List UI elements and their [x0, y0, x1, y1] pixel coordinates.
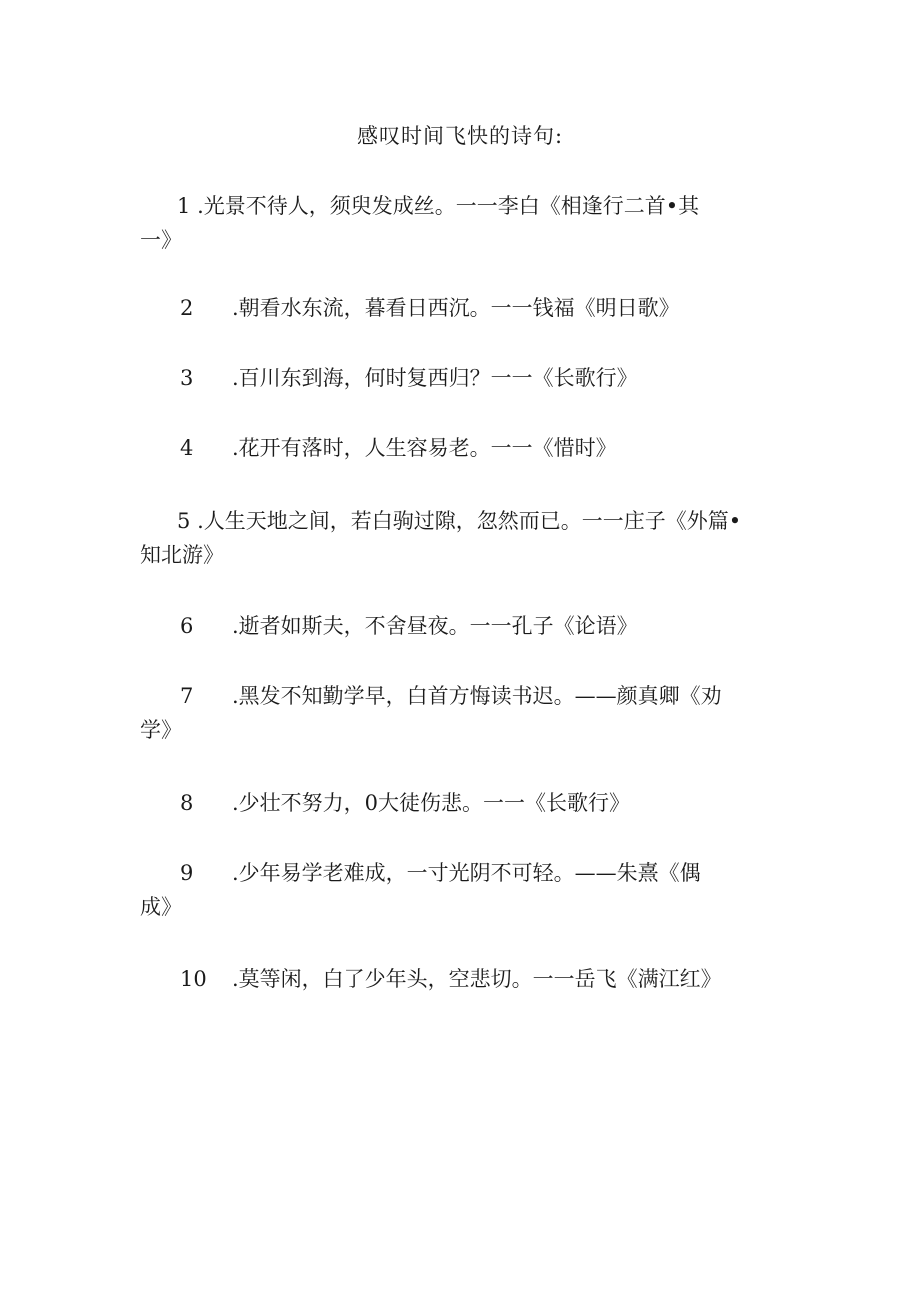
- item-first-line: [140, 291, 760, 325]
- item-first-line: [140, 962, 760, 996]
- item-text: .朝看水东流，暮看日西沉。一一钱福《明日歌》: [232, 296, 680, 320]
- item-text: .逝者如斯夫，不舍昼夜。一一孔子《论语》: [232, 614, 638, 638]
- item-text: .百川东到海，何时复西归？一一《长歌行》: [232, 366, 638, 390]
- list-item: [140, 361, 760, 395]
- list-item: [140, 962, 760, 996]
- item-continuation: 一》: [140, 228, 182, 252]
- item-first-line: [140, 431, 760, 465]
- list-item: [140, 189, 760, 257]
- item-text: .花开有落时，人生容易老。一一《惜时》: [232, 436, 617, 460]
- page-title: 感叹时间飞快的诗句:: [356, 124, 564, 148]
- item-first-line: [140, 679, 760, 713]
- item-number: 7: [180, 684, 194, 708]
- item-first-line: [140, 189, 760, 223]
- item-number: 9: [180, 861, 194, 885]
- item-continuation: 成》: [140, 895, 182, 919]
- item-text: .人生天地之间，若白驹过隙，忽然而已。一一庄子《外篇•: [197, 509, 742, 533]
- item-number: 2: [180, 296, 194, 320]
- item-number: 1: [177, 194, 191, 218]
- item-number: 3: [180, 366, 194, 390]
- item-text: .莫等闲，白了少年头，空悲切。一一岳飞《满江红》: [232, 967, 722, 991]
- item-number: 8: [180, 791, 194, 815]
- item-text: .光景不待人，须臾发成丝。一一李白《相逢行二首•其: [197, 194, 700, 218]
- item-first-line: [140, 786, 760, 820]
- list-item: [140, 504, 760, 572]
- item-first-line: [140, 504, 760, 538]
- item-continuation: 知北游》: [140, 543, 224, 567]
- item-number: 5: [177, 509, 191, 533]
- list-item: [140, 431, 760, 465]
- item-number: 10: [180, 967, 207, 991]
- item-text: .少壮不努力，0大徒伤悲。一一《长歌行》: [232, 791, 631, 815]
- item-number: 4: [180, 436, 194, 460]
- list-item: [140, 856, 760, 924]
- item-continuation: 学》: [140, 718, 182, 742]
- item-first-line: [140, 361, 760, 395]
- item-first-line: [140, 856, 760, 890]
- list-item: [140, 786, 760, 820]
- item-first-line: [140, 609, 760, 643]
- list-item: [140, 679, 760, 747]
- item-number: 6: [180, 614, 194, 638]
- list-item: [140, 291, 760, 325]
- list-item: [140, 609, 760, 643]
- item-text: .少年易学老难成，一寸光阴不可轻。——朱熹《偶: [232, 861, 701, 885]
- item-text: .黑发不知勤学早，白首方悔读书迟。——颜真卿《劝: [232, 684, 722, 708]
